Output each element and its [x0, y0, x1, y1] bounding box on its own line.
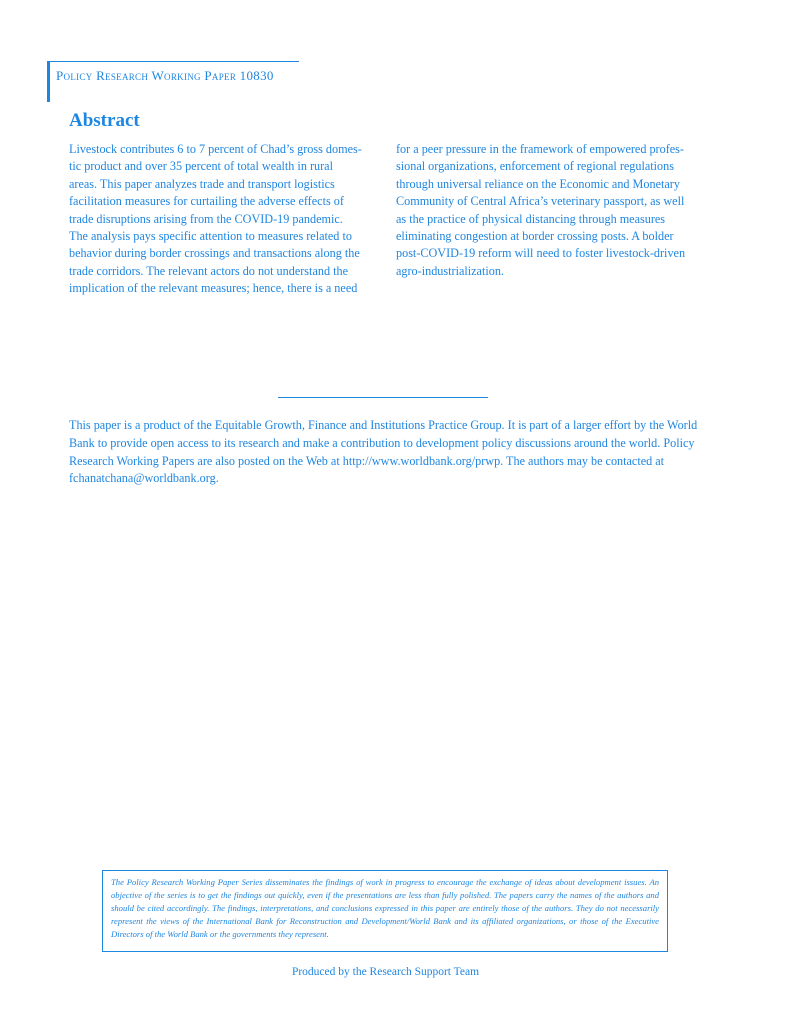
- producer-credit: Produced by the Research Support Team: [291, 966, 480, 978]
- abstract-line: eliminating congestion at border crossing posts. A bolder: [396, 229, 674, 244]
- abstract-line: Livestock contributes 6 to 7 percent of Chad’s gross domes-: [69, 142, 362, 156]
- abstract-line: trade corridors. The relevant actors do not understand the: [69, 263, 348, 278]
- abstract-line: Community of Central Africa’s veterinary passport, as well: [396, 194, 685, 209]
- abstract-line: for a peer pressure in the framework of empowered profes-: [396, 142, 684, 156]
- abstract-line: trade disruptions arising from the COVID-19 pandemic.: [69, 211, 343, 226]
- abstract-line: agro-industrialization.: [396, 263, 504, 278]
- abstract-heading: Abstract: [69, 110, 140, 131]
- series-accent-bar: [47, 61, 50, 102]
- abstract-line: implication of the relevant measures; hence, there is a need: [69, 281, 358, 296]
- series-top-rule: [47, 61, 299, 62]
- abstract-line: post-COVID-19 reform will need to foster livestock-driven: [396, 246, 686, 261]
- abstract-line: through universal reliance on the Economic and Monetary: [396, 176, 680, 191]
- abstract-left-column: [69, 141, 375, 298]
- abstract-line: The analysis pays specific attention to measures related to: [69, 229, 352, 244]
- disclaimer-text: The Policy Research Working Paper Series disseminates the findings of work in progress to encourage the exchange of ideas about development issues. An objective of the series is to get the findings out quickly, even if the presentations are less than fully polished. The papers carry the names of the authors and should be cited accordingly. The findings, interpretations, and conclusions expressed in this paper are entirely those of the authors. They do not necessarily represent the views of the International Bank for Reconstruction and Development/World Bank and its affiliated organizations, or those of the Executive Directors of the World Bank or the governments they represent.: [111, 877, 659, 939]
- abstract-line: as the practice of physical distancing through measures: [396, 211, 666, 226]
- abstract-line: facilitation measures for curtailing the adverse effects of: [69, 194, 344, 209]
- abstract-line: behavior during border crossings and transactions along the: [69, 246, 360, 261]
- series-title: Policy Research Working Paper 10830: [56, 68, 274, 83]
- abstract-right-column: [396, 141, 702, 280]
- disclaimer-box: [102, 870, 668, 952]
- abstract-line: tic product and over 35 percent of total wealth in rural: [69, 159, 333, 174]
- product-note: This paper is a product of the Equitable Growth, Finance and Institutions Practice Group. It is part of a larger effort by the World Bank to provide open access to its research and make a contribution to development policy discussions around the world. Policy Research Working Papers are also posted on the Web at http://www.worldbank.org/prwp. The authors may be contacted at fchanatchana@worldbank.org.: [69, 418, 698, 486]
- abstract-line: areas. This paper analyzes trade and transport logistics: [69, 176, 335, 191]
- section-divider: [278, 397, 488, 398]
- abstract-line: sional organizations, enforcement of regional regulations: [396, 159, 674, 174]
